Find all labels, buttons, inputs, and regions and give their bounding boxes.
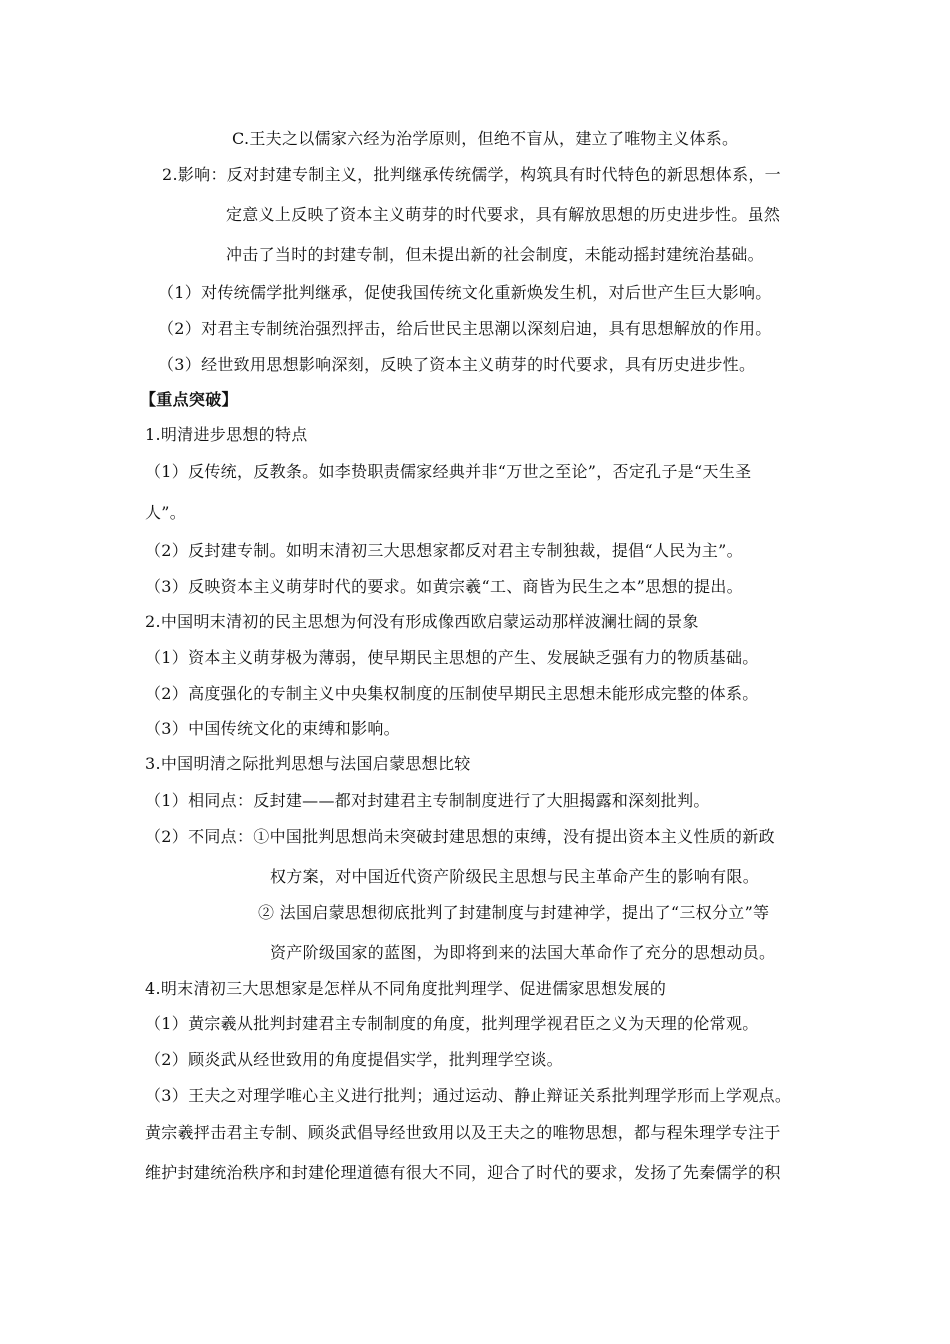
list-item: （3）中国传统文化的束缚和影响。 (145, 719, 400, 738)
section-heading: 【重点突破】 (140, 390, 238, 409)
list-item: （1）黄宗羲从批判封建君主专制制度的角度，批判理学视君臣之义为天理的伦常观。 (145, 1014, 759, 1033)
text-line: 人”。 (145, 503, 187, 522)
list-item: （2）不同点：①中国批判思想尚未突破封建思想的束缚，没有提出资本主义性质的新政 (145, 827, 775, 846)
list-item: （2）对君主专制统治强烈抨击，给后世民主思潮以深刻启迪，具有思想解放的作用。 (158, 319, 772, 338)
list-item: （3）反映资本主义萌芽时代的要求。如黄宗羲“工、商皆为民生之本”思想的提出。 (145, 577, 743, 596)
list-item: （2）反封建专制。如明末清初三大思想家都反对君主专制独裁，提倡“人民为主”。 (145, 541, 743, 560)
subsection-heading: 4.明末清初三大思想家是怎样从不同角度批判理学、促进儒家思想发展的 (145, 979, 667, 998)
subsection-heading: 1.明清进步思想的特点 (145, 425, 308, 444)
text-line: 冲击了当时的封建专制，但未提出新的社会制度，未能动摇封建统治基础。 (226, 245, 764, 264)
text-line: 定意义上反映了资本主义萌芽的时代要求，具有解放思想的历史进步性。虽然 (226, 205, 781, 224)
list-item: （2）高度强化的专制主义中央集权制度的压制使早期民主思想未能形成完整的体系。 (145, 684, 759, 703)
list-item: （1）相同点：反封建——都对封建君主专制制度进行了大胆揭露和深刻批判。 (145, 791, 710, 810)
text-line: 维护封建统治秩序和封建伦理道德有很大不同，迎合了时代的要求，发扬了先秦儒学的积 (145, 1163, 781, 1182)
list-item: （3）经世致用思想影响深刻，反映了资本主义萌芽的时代要求，具有历史进步性。 (158, 355, 756, 374)
list-item: （1）反传统，反教条。如李贽职责儒家经典并非“万世之至论”，否定孔子是“天生圣 (145, 462, 752, 481)
list-item: （1）对传统儒学批判继承，促使我国传统文化重新焕发生机，对后世产生巨大影响。 (158, 283, 772, 302)
list-item: （3）王夫之对理学唯心主义进行批判；通过运动、静止辩证关系批判理学形而上学观点。 (145, 1086, 792, 1105)
text-line: 黄宗羲抨击君主专制、顾炎武倡导经世致用以及王夫之的唯物思想，都与程朱理学专注于 (145, 1123, 781, 1142)
list-item: （2）顾炎武从经世致用的角度提倡实学，批判理学空谈。 (145, 1050, 563, 1069)
text-line: 2.影响：反对封建专制主义，批判继承传统儒学，构筑具有时代特色的新思想体系，一 (162, 165, 781, 184)
text-line: C.王夫之以儒家六经为治学原则，但绝不盲从，建立了唯物主义体系。 (232, 129, 739, 148)
list-item: （1）资本主义萌芽极为薄弱，使早期民主思想的产生、发展缺乏强有力的物质基础。 (145, 648, 759, 667)
subsection-heading: 2.中国明末清初的民主思想为何没有形成像西欧启蒙运动那样波澜壮阔的景象 (145, 612, 699, 631)
text-line: 资产阶级国家的蓝图，为即将到来的法国大革命作了充分的思想动员。 (270, 943, 776, 962)
subsection-heading: 3.中国明清之际批判思想与法国启蒙思想比较 (145, 754, 471, 773)
text-line: ② 法国启蒙思想彻底批判了封建制度与封建神学，提出了“三权分立”等 (258, 903, 770, 922)
text-line: 权方案，对中国近代资产阶级民主思想与民主革命产生的影响有限。 (270, 867, 760, 886)
